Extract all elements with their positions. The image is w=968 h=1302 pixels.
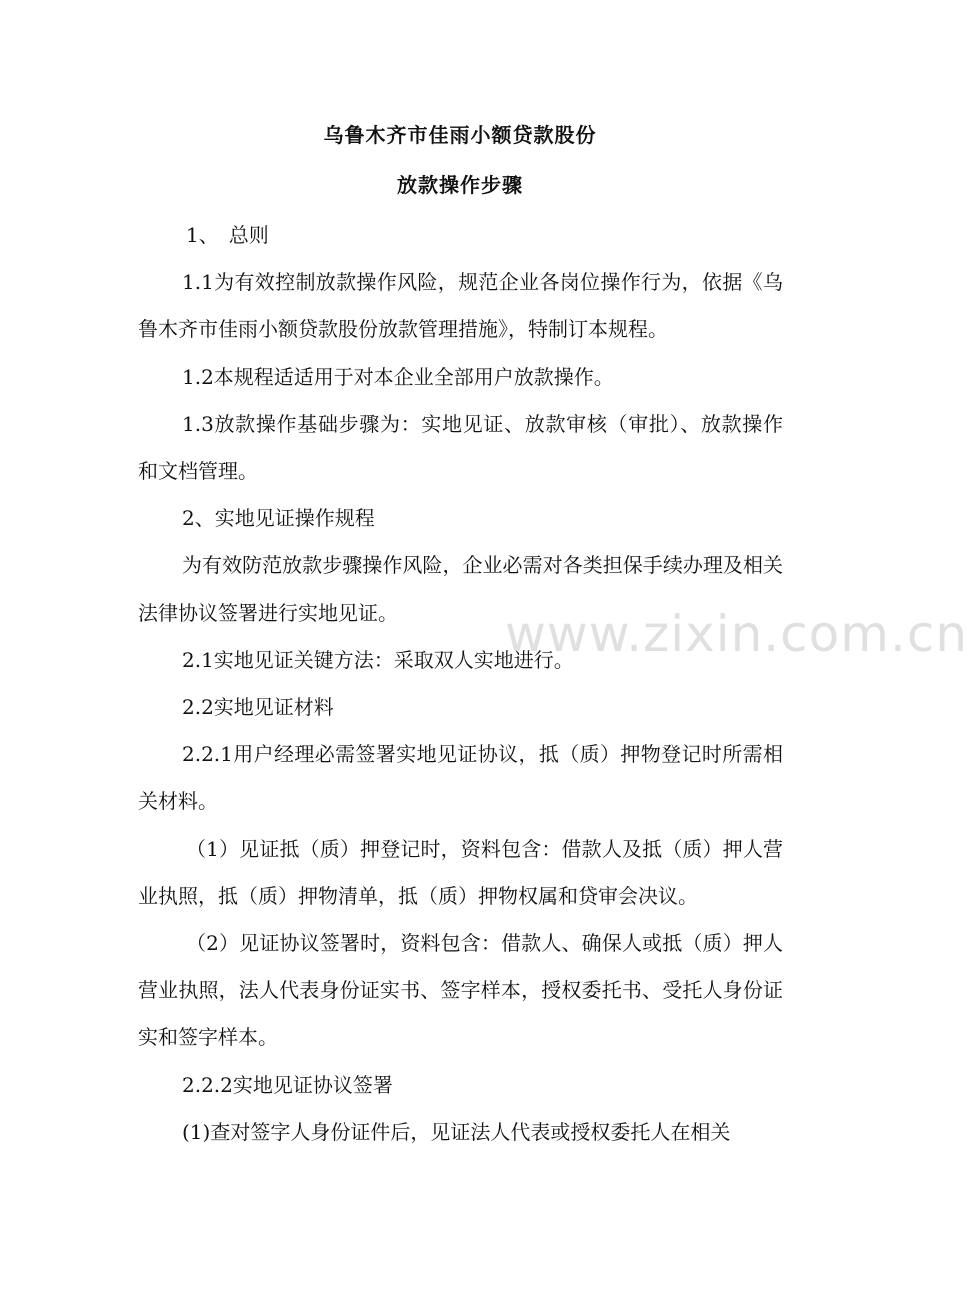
document-subtitle: 放款操作步骤 [397,173,523,197]
paragraph-2-2-2-item-1: (1)查对签字人身份证件后，见证法人代表或授权委托人在相关 [182,1119,731,1144]
paragraph-2-2: 2.2实地见证材料 [182,695,334,720]
paragraph-2-2-2: 2.2.2实地见证协议签署 [182,1072,393,1097]
paragraph-1-3: 1.3放款操作基础步骤为：实地见证、放款审核（审批）、放款操作和文档管理。 [138,411,783,484]
paragraph-2-1: 2.1实地见证关键方法：采取双人实地进行。 [182,647,574,672]
paragraph-1-1: 1.1为有效控制放款操作风险，规范企业各岗位操作行为，依据《乌鲁木齐市佳雨小额贷款股份放款管理措施》，特制订本规程。 [138,270,783,342]
watermark: www.zixin.com.cn [505,605,968,663]
paragraph-item-1: （1）见证抵（质）押登记时，资料包含：借款人及抵（质）押人营业执照，抵（质）押物清单，抵（质）押物权属和贷审会决议。 [138,836,783,908]
document-title: 乌鲁木齐市佳雨小额贷款股份 [323,123,597,147]
paragraph-2-2-1: 2.2.1用户经理必需签署实地见证协议，抵（质）押物登记时所需相关材料。 [138,742,783,814]
paragraph-section-2-heading: 2、实地见证操作规程 [182,506,375,531]
paragraph-1-2: 1.2本规程适适用于对本企业全部用户放款操作。 [182,364,614,389]
document-body [138,212,783,1156]
paragraph-2-intro: 为有效防范放款步骤操作风险，企业必需对各类担保手续办理及相关法律协议签署进行实地见证。 [138,553,783,625]
paragraph-section-1-heading: 1、 总则 [186,223,269,247]
paragraph-item-2: （2）见证协议签署时，资料包含：借款人、确保人或抵（质）押人营业执照，法人代表身份证实书、签字样本，授权委托书、受托人身份证实和签字样本。 [138,931,783,1050]
